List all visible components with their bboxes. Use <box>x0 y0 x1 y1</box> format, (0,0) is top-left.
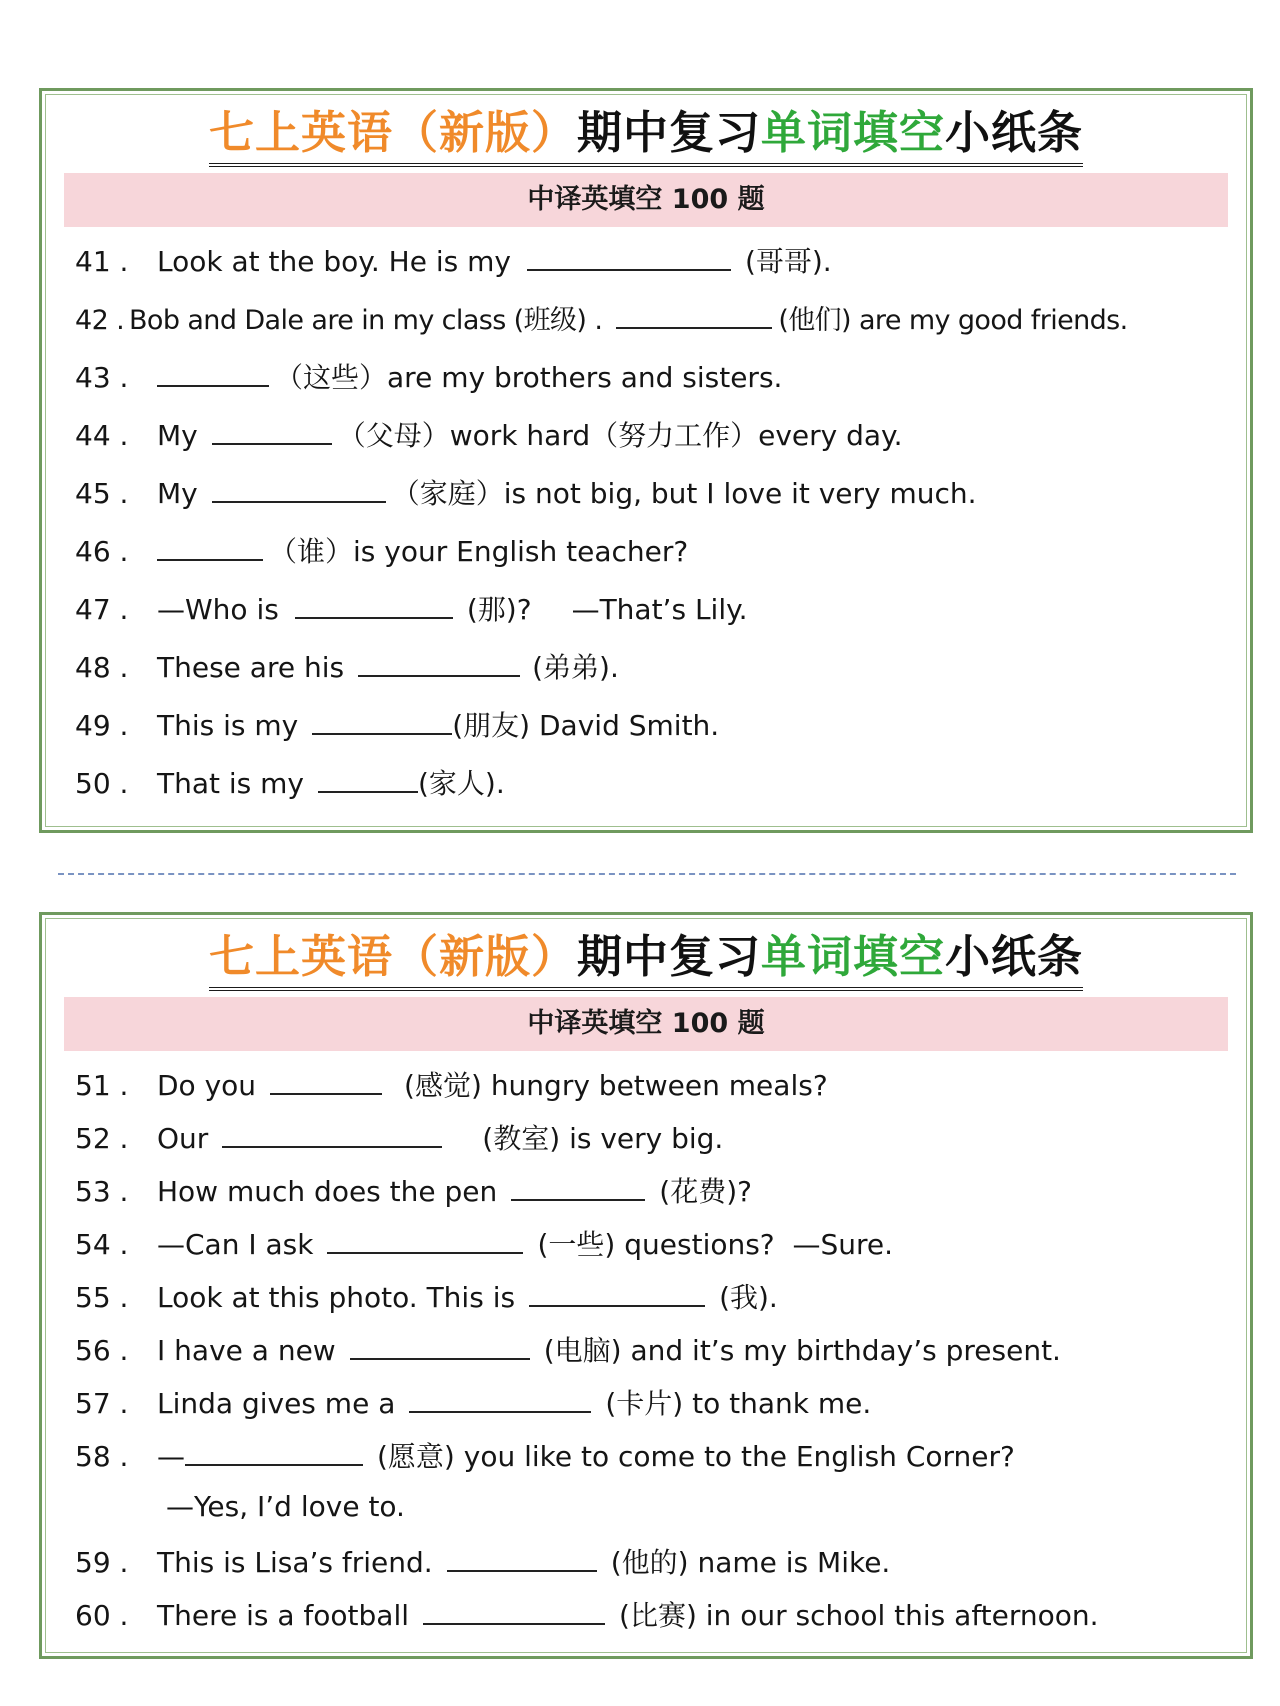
question-text-after: —That’s Lily. <box>571 593 748 626</box>
question-number: 49 . <box>75 709 129 742</box>
chinese-hint: (愿意) <box>377 1440 455 1473</box>
question-text-after: name is Mike. <box>697 1546 891 1579</box>
question-51 <box>75 1063 1240 1103</box>
question-number: 58 . <box>75 1440 129 1473</box>
chinese-hint: (一些) <box>537 1228 616 1261</box>
question-number: 43 . <box>75 361 129 394</box>
chinese-hint: (卡片) <box>605 1387 684 1420</box>
question-number: 46 . <box>75 535 129 568</box>
title-part-grade: 七上英语（新版） <box>208 930 577 983</box>
question-text: Do you <box>157 1069 257 1102</box>
question-text-after: questions? —Sure. <box>624 1228 894 1261</box>
question-text: My <box>157 419 198 452</box>
title-part-grade: 七上英语（新版） <box>208 106 577 159</box>
question-text: That is my <box>157 767 304 800</box>
chinese-hint: (他的) <box>610 1546 689 1579</box>
answer-blank[interactable] <box>527 239 731 271</box>
question-text: This is my <box>157 709 299 742</box>
answer-blank[interactable] <box>222 1116 442 1148</box>
chinese-hint: (朋友) <box>452 709 531 742</box>
question-text-after: is very big. <box>569 1122 724 1155</box>
question-text: Look at this photo. This is <box>157 1281 516 1314</box>
question-text-after: work hard（努力工作）every day. <box>449 419 903 452</box>
answer-blank[interactable] <box>616 297 772 329</box>
section-subtitle: 中译英填空 100 题 <box>64 997 1228 1051</box>
question-43 <box>75 355 1240 395</box>
question-50 <box>75 761 1240 801</box>
question-text-after: is your English teacher? <box>353 535 689 568</box>
chinese-hint: (花费)? <box>659 1175 752 1208</box>
question-number: 48 . <box>75 651 129 684</box>
question-number: 60 . <box>75 1599 129 1632</box>
question-44 <box>75 413 1240 453</box>
chinese-hint: (家人). <box>418 767 505 800</box>
title-part-topic: 单词填空 <box>761 930 946 983</box>
question-text: I have a new <box>157 1334 336 1367</box>
answer-blank[interactable] <box>270 1063 382 1095</box>
question-number: 55 . <box>75 1281 129 1314</box>
question-54 <box>75 1222 1240 1262</box>
answer-blank[interactable] <box>212 471 386 503</box>
question-45 <box>75 471 1240 511</box>
question-text-after: to thank me. <box>692 1387 872 1420</box>
answer-blank[interactable] <box>529 1275 705 1307</box>
answer-blank[interactable] <box>185 1434 363 1466</box>
question-56 <box>75 1328 1240 1368</box>
answer-blank[interactable] <box>318 761 418 793</box>
chinese-hint: (哥哥). <box>744 245 832 278</box>
answer-blank[interactable] <box>423 1593 605 1625</box>
question-text-after: you like to come to the English Corner? <box>463 1440 1015 1473</box>
question-text: These are his <box>157 651 345 684</box>
question-text-after: hungry between meals? <box>490 1069 828 1102</box>
chinese-hint: (教室) <box>482 1122 561 1155</box>
question-text: Bob and Dale are in my class (班级) . <box>129 305 603 336</box>
question-text: —Yes, I’d love to. <box>166 1490 405 1523</box>
answer-blank[interactable] <box>312 703 452 735</box>
question-number: 41 . <box>75 245 129 278</box>
question-49 <box>75 703 1240 743</box>
question-42 <box>75 297 1240 337</box>
chinese-hint: （家庭） <box>391 477 504 510</box>
question-text: —Who is <box>157 593 279 626</box>
chinese-hint: （父母） <box>337 419 450 452</box>
answer-blank[interactable] <box>157 529 263 561</box>
chinese-hint: (电脑) <box>543 1334 622 1367</box>
chinese-hint: (他们) <box>778 305 851 336</box>
worksheet-card-1 <box>39 88 1253 833</box>
section-subtitle: 中译英填空 100 题 <box>64 173 1228 227</box>
question-number: 54 . <box>75 1228 129 1261</box>
question-number: 53 . <box>75 1175 129 1208</box>
chinese-hint: (那)? <box>466 593 532 626</box>
question-text: Linda gives me a <box>157 1387 396 1420</box>
question-number: 50 . <box>75 767 129 800</box>
question-number: 44 . <box>75 419 129 452</box>
question-text: —Can I ask <box>157 1228 314 1261</box>
question-number: 42 . <box>75 305 125 336</box>
question-60 <box>75 1593 1240 1633</box>
dashed-divider <box>58 873 1236 875</box>
answer-blank[interactable] <box>511 1169 645 1201</box>
question-58 <box>75 1434 1240 1474</box>
question-text: This is Lisa’s friend. <box>157 1546 433 1579</box>
chinese-hint: （这些） <box>275 361 388 394</box>
question-text: There is a football <box>157 1599 410 1632</box>
answer-blank[interactable] <box>447 1540 597 1572</box>
question-number: 45 . <box>75 477 129 510</box>
sheet-title <box>42 105 1250 167</box>
title-part-review: 期中复习 <box>576 106 761 159</box>
question-text: Our <box>157 1122 209 1155</box>
question-number: 59 . <box>75 1546 129 1579</box>
question-text: Look at the boy. He is my <box>157 245 511 278</box>
title-part-note: 小纸条 <box>945 930 1084 983</box>
question-text: How much does the pen <box>157 1175 498 1208</box>
question-text-after: David Smith. <box>539 709 720 742</box>
question-text-after: are my brothers and sisters. <box>387 361 783 394</box>
question-55 <box>75 1275 1240 1315</box>
question-number: 56 . <box>75 1334 129 1367</box>
question-58-response <box>166 1487 1240 1527</box>
question-52 <box>75 1116 1240 1156</box>
question-text-after: are my good friends. <box>858 305 1128 336</box>
answer-blank[interactable] <box>327 1222 523 1254</box>
question-number: 47 . <box>75 593 129 626</box>
question-57 <box>75 1381 1240 1421</box>
question-text-after: in our school this afternoon. <box>705 1599 1099 1632</box>
question-text-after: is not big, but I love it very much. <box>503 477 977 510</box>
chinese-hint: （谁） <box>269 535 354 568</box>
question-41 <box>75 239 1240 279</box>
question-48 <box>75 645 1240 685</box>
question-text-after: and it’s my birthday’s present. <box>630 1334 1061 1367</box>
question-number: 57 . <box>75 1387 129 1420</box>
answer-blank[interactable] <box>157 355 269 387</box>
title-part-note: 小纸条 <box>945 106 1084 159</box>
question-46 <box>75 529 1240 569</box>
title-part-review: 期中复习 <box>576 930 761 983</box>
question-47 <box>75 587 1240 627</box>
answer-blank[interactable] <box>409 1381 591 1413</box>
question-number: 51 . <box>75 1069 129 1102</box>
worksheet-card-2 <box>39 912 1253 1659</box>
question-59 <box>75 1540 1240 1580</box>
answer-blank[interactable] <box>358 645 520 677</box>
question-text: My <box>157 477 198 510</box>
question-number: 52 . <box>75 1122 129 1155</box>
chinese-hint: (感觉) <box>404 1069 482 1102</box>
question-53 <box>75 1169 1240 1209</box>
answer-blank[interactable] <box>212 413 332 445</box>
sheet-title <box>42 929 1250 991</box>
question-text: — <box>157 1440 185 1473</box>
chinese-hint: (比赛) <box>619 1599 697 1632</box>
answer-blank[interactable] <box>295 587 453 619</box>
answer-blank[interactable] <box>350 1328 530 1360</box>
title-part-topic: 单词填空 <box>761 106 946 159</box>
chinese-hint: (弟弟). <box>532 651 619 684</box>
chinese-hint: (我). <box>719 1281 778 1314</box>
